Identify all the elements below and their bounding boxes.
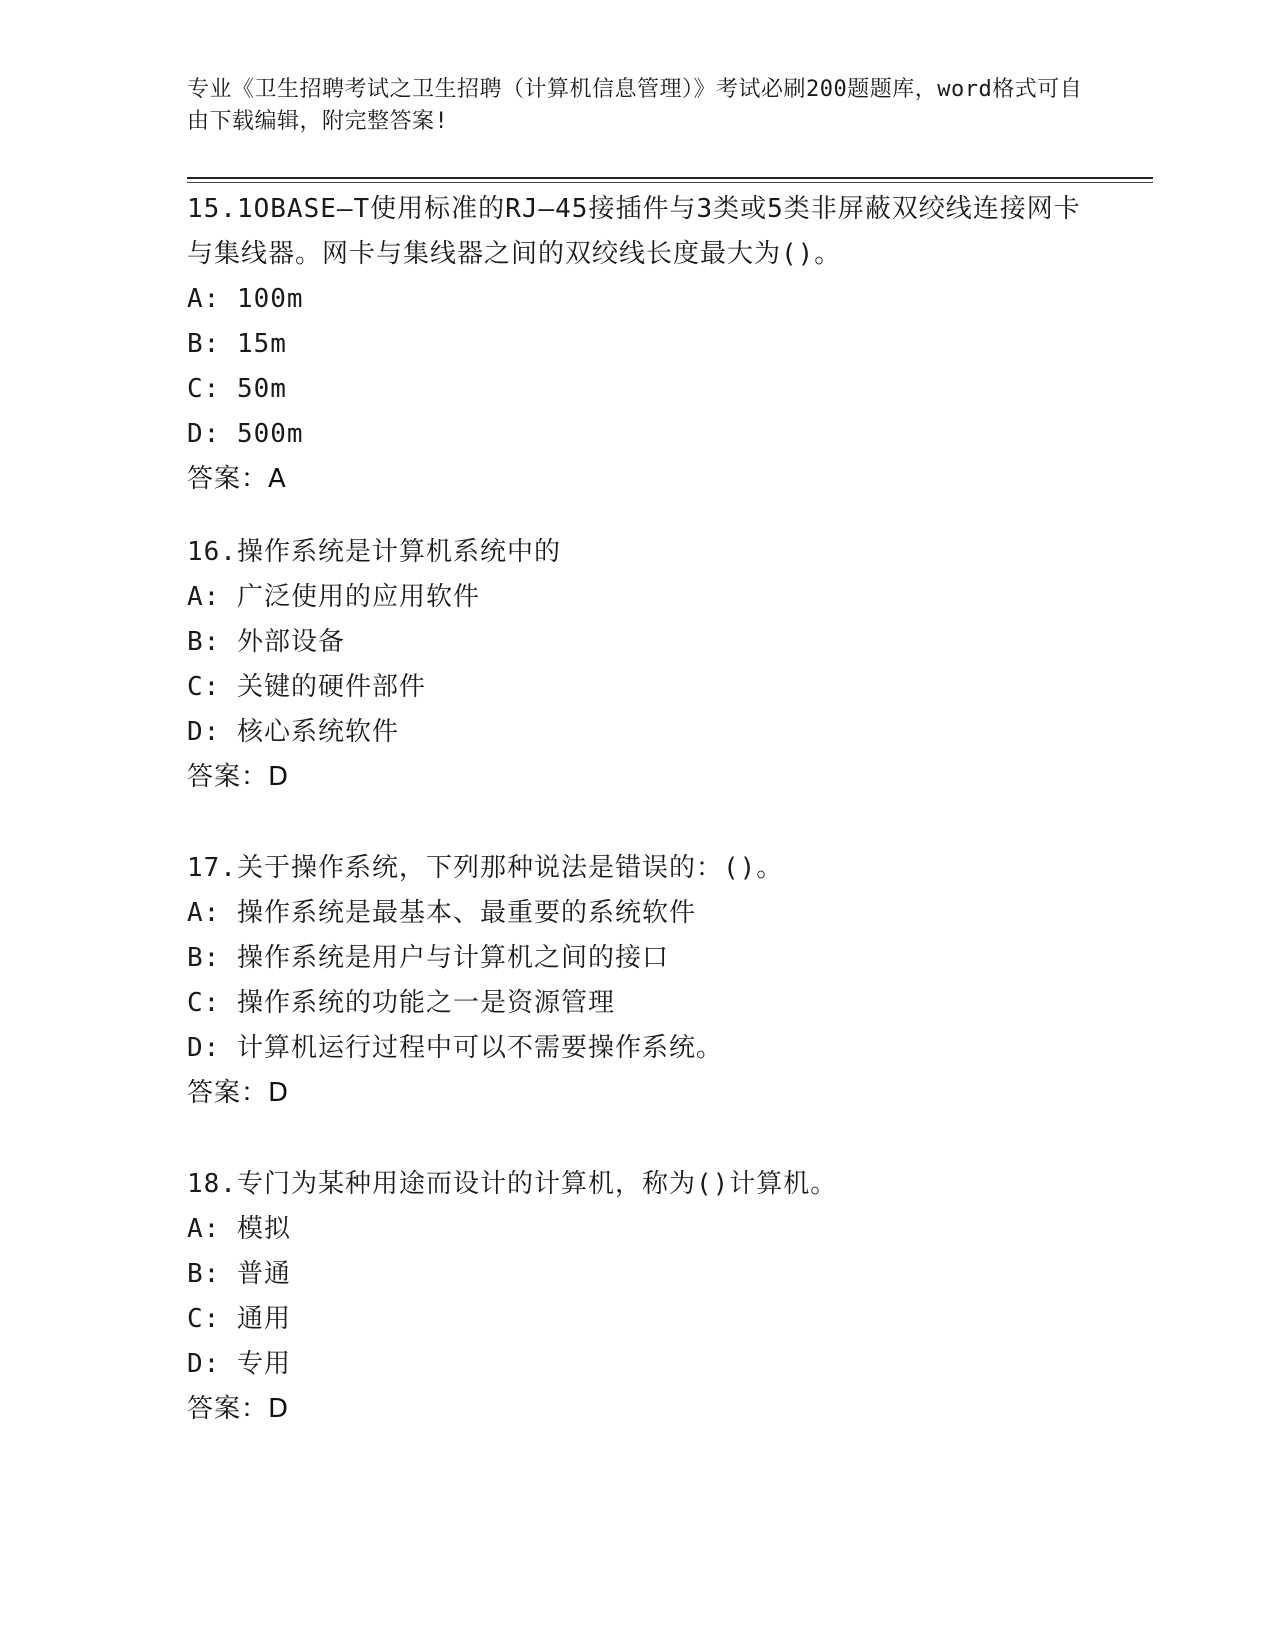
option-a: A: 100m bbox=[187, 284, 304, 314]
question-text: 16.操作系统是计算机系统中的 bbox=[187, 537, 561, 567]
option-b: B: 操作系统是用户与计算机之间的接口 bbox=[187, 943, 669, 973]
answer: 答案：D bbox=[187, 1078, 290, 1108]
question-18 bbox=[187, 1162, 1087, 1432]
option-b: B: 15m bbox=[187, 329, 287, 359]
question-text: 15.1OBASE—T使用标准的RJ—45接插件与3类或5类非屏蔽双绞线连接网卡与集线器。网卡与集线器之间的双绞线长度最大为()。 bbox=[187, 194, 1081, 269]
question-text: 18.专门为某种用途而设计的计算机，称为()计算机。 bbox=[187, 1169, 838, 1199]
option-c: C: 关键的硬件部件 bbox=[187, 672, 426, 702]
answer: 答案：D bbox=[187, 1394, 290, 1424]
question-15 bbox=[187, 187, 1087, 502]
option-d: D: 专用 bbox=[187, 1349, 291, 1379]
option-d: D: 核心系统软件 bbox=[187, 717, 399, 747]
answer: 答案：A bbox=[187, 464, 287, 494]
option-a: A: 操作系统是最基本、最重要的系统软件 bbox=[187, 898, 696, 928]
option-d: D: 计算机运行过程中可以不需要操作系统。 bbox=[187, 1033, 723, 1063]
document-header: 专业《卫生招聘考试之卫生招聘（计算机信息管理）》考试必刷200题题库，word格式可自由下载编辑，附完整答案! bbox=[187, 77, 1083, 134]
header-divider bbox=[187, 177, 1153, 179]
option-b: B: 外部设备 bbox=[187, 627, 345, 657]
option-c: C: 操作系统的功能之一是资源管理 bbox=[187, 988, 615, 1018]
option-a: A: 广泛使用的应用软件 bbox=[187, 582, 480, 612]
question-16 bbox=[187, 530, 1087, 800]
question-text: 17.关于操作系统，下列那种说法是错误的：()。 bbox=[187, 853, 784, 883]
option-c: C: 通用 bbox=[187, 1304, 291, 1334]
answer: 答案：D bbox=[187, 762, 290, 792]
header-divider-thin bbox=[187, 182, 1153, 183]
question-17 bbox=[187, 846, 1087, 1116]
option-a: A: 模拟 bbox=[187, 1214, 291, 1244]
option-c: C: 50m bbox=[187, 374, 287, 404]
option-b: B: 普通 bbox=[187, 1259, 291, 1289]
option-d: D: 500m bbox=[187, 419, 304, 449]
